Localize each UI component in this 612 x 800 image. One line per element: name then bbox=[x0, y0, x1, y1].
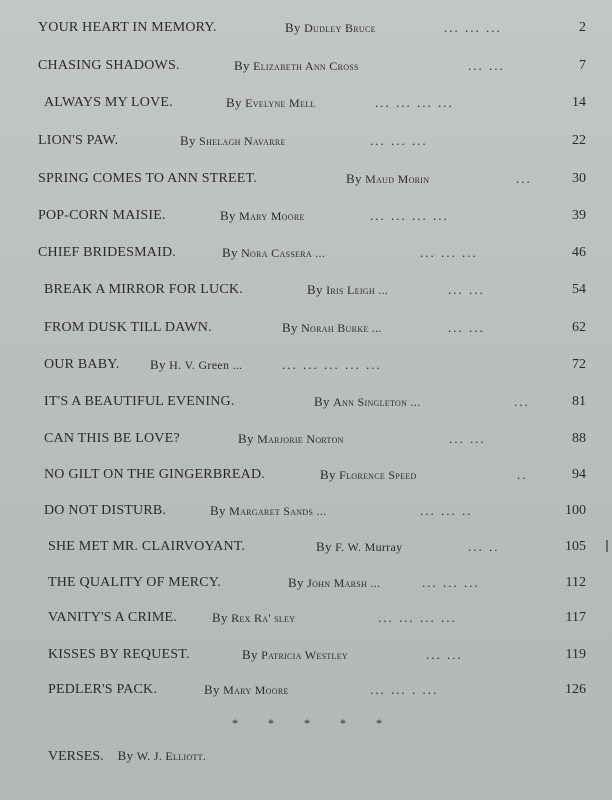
story-title: VANITY'S A CRIME. bbox=[48, 610, 177, 625]
page-number: 119 bbox=[565, 647, 586, 662]
story-byline: By Nora Cassera ... bbox=[222, 245, 326, 260]
page-number: 46 bbox=[572, 245, 586, 260]
story-title: DO NOT DISTURB. bbox=[44, 503, 167, 518]
page-number: 7 bbox=[579, 58, 586, 73]
story-byline: By Patricia Westley bbox=[242, 647, 349, 662]
page-number: 14 bbox=[572, 95, 586, 110]
toc-entry-16 bbox=[0, 571, 612, 595]
dot-leader: ... ... bbox=[426, 647, 463, 662]
page-number: 81 bbox=[572, 394, 586, 409]
story-byline: By Norah Burke ... bbox=[282, 320, 382, 335]
story-title: CHIEF BRIDESMAID. bbox=[38, 245, 176, 260]
page-number: 2 bbox=[579, 20, 586, 35]
story-title: NO GILT ON THE GINGERBREAD. bbox=[44, 467, 265, 482]
dot-leader: ... ... . ... bbox=[370, 682, 439, 697]
page-number: 39 bbox=[572, 208, 586, 223]
section-separator: * * * * * bbox=[232, 716, 382, 730]
dot-leader: ... ... bbox=[449, 431, 486, 446]
story-byline: By H. V. Green ... bbox=[150, 357, 243, 372]
story-author: Dudley Bruce bbox=[304, 21, 376, 35]
story-author: Mary Moore bbox=[239, 209, 305, 223]
story-author: Patricia Westley bbox=[261, 648, 349, 662]
dot-leader: ... bbox=[516, 171, 532, 186]
story-author: Florence Speed bbox=[339, 468, 417, 482]
page-number: 100 bbox=[565, 503, 586, 518]
verses-title: VERSES. bbox=[48, 749, 104, 764]
toc-entry-2 bbox=[0, 54, 612, 78]
dot-leader: ... ... ... bbox=[422, 575, 480, 590]
story-author: Mary Moore bbox=[223, 683, 289, 697]
verses-byline: By W. J. Elliott. bbox=[117, 748, 207, 763]
story-author: John Marsh ... bbox=[307, 576, 381, 590]
page-number: 62 bbox=[572, 320, 586, 335]
story-author: Norah Burke ... bbox=[301, 321, 382, 335]
toc-entry-14 bbox=[0, 499, 612, 523]
story-author: Margaret Sands ... bbox=[229, 504, 327, 518]
story-title: FROM DUSK TILL DAWN. bbox=[44, 320, 212, 335]
story-byline: By Iris Leigh ... bbox=[307, 282, 389, 297]
story-author: Elizabeth Ann Cross bbox=[253, 59, 359, 73]
toc-entry-15 bbox=[0, 535, 612, 559]
dot-leader: ... ... bbox=[468, 58, 505, 73]
page-number: 117 bbox=[565, 610, 586, 625]
story-byline: By Mary Moore bbox=[220, 208, 305, 223]
story-author: Maud Morin bbox=[365, 172, 430, 186]
toc-entry-8 bbox=[0, 278, 612, 302]
toc-entry-12 bbox=[0, 427, 612, 451]
story-byline: By Rex Ra' sley bbox=[212, 610, 296, 625]
page-number: 72 bbox=[572, 357, 586, 372]
story-byline: By Elizabeth Ann Cross bbox=[234, 58, 359, 73]
story-author: Marjorie Norton bbox=[257, 432, 344, 446]
story-byline: By John Marsh ... bbox=[288, 575, 381, 590]
toc-entry-7 bbox=[0, 241, 612, 265]
page-number: 54 bbox=[572, 282, 586, 297]
story-title: CHASING SHADOWS. bbox=[38, 58, 180, 73]
toc-entry-18 bbox=[0, 643, 612, 667]
dot-leader: ... ... ... bbox=[420, 245, 478, 260]
dot-leader: ... .. bbox=[468, 539, 500, 554]
story-author: Iris Leigh ... bbox=[326, 283, 389, 297]
story-title: POP-CORN MAISIE. bbox=[38, 208, 166, 223]
toc-entry-1 bbox=[0, 16, 612, 40]
story-author: Shelagh Navarre bbox=[199, 134, 286, 148]
dot-leader: ... bbox=[514, 394, 530, 409]
story-title: PEDLER'S PACK. bbox=[48, 682, 158, 697]
dot-leader: ... ... .. bbox=[420, 503, 473, 518]
dot-leader: ... ... ... ... ... bbox=[282, 357, 382, 372]
dot-leader: ... ... ... bbox=[370, 133, 428, 148]
story-byline: By Mary Moore bbox=[204, 682, 289, 697]
story-byline: By Margaret Sands ... bbox=[210, 503, 327, 518]
page-number: 105 bbox=[565, 539, 586, 554]
story-title: YOUR HEART IN MEMORY. bbox=[38, 20, 217, 35]
story-byline: By F. W. Murray bbox=[316, 539, 403, 554]
toc-entry-11 bbox=[0, 390, 612, 414]
toc-entry-6 bbox=[0, 204, 612, 228]
dot-leader: ... ... ... ... bbox=[378, 610, 457, 625]
story-title: SPRING COMES TO ANN STREET. bbox=[38, 171, 257, 186]
toc-entry-3 bbox=[0, 91, 612, 115]
verses-author: W. J. Elliott. bbox=[136, 749, 207, 763]
dot-leader: ... ... ... bbox=[444, 20, 502, 35]
story-title: OUR BABY. bbox=[44, 357, 120, 372]
story-byline: By Marjorie Norton bbox=[238, 431, 344, 446]
page-number: 112 bbox=[565, 575, 586, 590]
story-title: LION'S PAW. bbox=[38, 133, 119, 148]
dot-leader: .. bbox=[517, 467, 528, 482]
dot-leader: ... ... bbox=[448, 282, 485, 297]
page-number: 126 bbox=[565, 682, 586, 697]
dot-leader: ... ... ... ... bbox=[370, 208, 449, 223]
story-title: THE QUALITY OF MERCY. bbox=[48, 575, 221, 590]
story-author: F. W. Murray bbox=[335, 540, 403, 554]
dot-leader: ... ... ... ... bbox=[375, 95, 454, 110]
page-number: 22 bbox=[572, 133, 586, 148]
toc-entry-9 bbox=[0, 316, 612, 340]
story-title: ALWAYS MY LOVE. bbox=[44, 95, 173, 110]
story-byline: By Evelyne Mell bbox=[226, 95, 316, 110]
toc-entry-4 bbox=[0, 129, 612, 153]
story-title: KISSES BY REQUEST. bbox=[48, 647, 190, 662]
page-number: 30 bbox=[572, 171, 586, 186]
toc-entry-10 bbox=[0, 353, 612, 377]
toc-entry-13 bbox=[0, 463, 612, 487]
story-byline: By Ann Singleton ... bbox=[314, 394, 421, 409]
story-author: Evelyne Mell bbox=[245, 96, 316, 110]
story-byline: By Shelagh Navarre bbox=[180, 133, 286, 148]
toc-entry-5 bbox=[0, 167, 612, 191]
story-author: Nora Cassera ... bbox=[241, 246, 326, 260]
story-title: IT'S A BEAUTIFUL EVENING. bbox=[44, 394, 235, 409]
story-author: H. V. Green ... bbox=[169, 358, 243, 372]
story-author: Rex Ra' sley bbox=[231, 611, 296, 625]
dot-leader: ... ... bbox=[448, 320, 485, 335]
page-number: 94 bbox=[572, 467, 586, 482]
toc-entry-17 bbox=[0, 606, 612, 630]
story-author: Ann Singleton ... bbox=[333, 395, 421, 409]
toc-entry-19 bbox=[0, 678, 612, 702]
story-byline: By Florence Speed bbox=[320, 467, 417, 482]
verses-entry bbox=[48, 748, 206, 765]
story-title: CAN THIS BE LOVE? bbox=[44, 431, 180, 446]
story-title: SHE MET MR. CLAIRVOYANT. bbox=[48, 539, 246, 554]
page-number: 88 bbox=[572, 431, 586, 446]
page-edge-mark bbox=[606, 540, 608, 552]
story-title: BREAK A MIRROR FOR LUCK. bbox=[44, 282, 243, 297]
story-byline: By Dudley Bruce bbox=[285, 20, 376, 35]
story-byline: By Maud Morin bbox=[346, 171, 430, 186]
